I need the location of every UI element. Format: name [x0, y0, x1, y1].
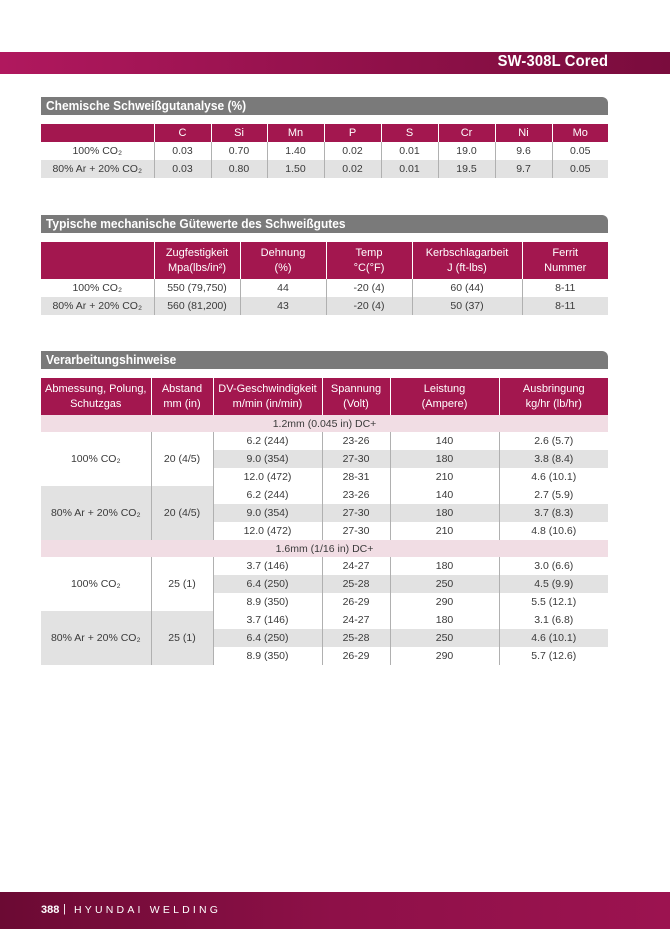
processing-table — [41, 378, 608, 665]
column-header — [322, 378, 390, 415]
page-number: 388 — [41, 904, 60, 916]
table-cell: 140 — [390, 486, 499, 504]
column-header — [41, 124, 154, 142]
column-header-line2: Nummer — [544, 261, 587, 274]
table-cell: 80% Ar + 20% CO₂ — [41, 297, 154, 315]
table-cell: 9.7 — [495, 160, 552, 178]
column-header-line2: kg/hr (lb/hr) — [525, 397, 582, 410]
column-header-line1: Leistung — [423, 382, 466, 395]
top-header-band — [0, 52, 670, 74]
shielding-gas-cell: 80% Ar + 20% CO₂ — [41, 486, 151, 540]
table-cell: 25-28 — [322, 629, 390, 647]
table-row — [41, 160, 608, 178]
column-header — [522, 242, 608, 279]
column-header-line1: Spannung — [330, 382, 382, 395]
table-cell: 9.6 — [495, 142, 552, 160]
column-header — [41, 378, 151, 415]
column-header-line2: (Volt) — [343, 397, 369, 410]
table-cell: 180 — [390, 450, 499, 468]
column-header-line2: °C(°F) — [353, 261, 385, 274]
table-cell: 19.0 — [438, 142, 495, 160]
table-cell: 0.02 — [324, 142, 381, 160]
table-cell: 26-29 — [322, 647, 390, 665]
table-row — [41, 279, 608, 297]
table-cell: 100% CO₂ — [41, 142, 154, 160]
table-cell: 100% CO₂ — [41, 279, 154, 297]
table-cell: 180 — [390, 611, 499, 629]
table-cell: -20 (4) — [326, 297, 412, 315]
table-cell: 4.8 (10.6) — [499, 522, 608, 540]
table-cell: 27-30 — [322, 522, 390, 540]
table-cell: 2.7 (5.9) — [499, 486, 608, 504]
group-row — [41, 540, 608, 557]
table-cell: 0.01 — [381, 160, 438, 178]
column-header — [240, 242, 326, 279]
table-cell: 24-27 — [322, 611, 390, 629]
column-header-line2: (Ampere) — [421, 397, 468, 410]
table-cell: 19.5 — [438, 160, 495, 178]
table-header-row — [41, 378, 608, 415]
column-header: Mn — [267, 124, 324, 142]
table-cell: 5.7 (12.6) — [499, 647, 608, 665]
table-cell: 250 — [390, 575, 499, 593]
table-cell: 3.1 (6.8) — [499, 611, 608, 629]
column-header-line1: Ferrit — [552, 246, 579, 259]
table-header-row — [41, 242, 608, 279]
group-row — [41, 415, 608, 432]
table-cell: 8-11 — [522, 297, 608, 315]
table-cell: 9.0 (354) — [213, 450, 322, 468]
table-row — [41, 611, 608, 629]
table-cell: 6.4 (250) — [213, 575, 322, 593]
footer-band — [0, 892, 670, 929]
table-cell: 0.80 — [211, 160, 267, 178]
column-header: Si — [211, 124, 267, 142]
column-header-line2: Mpa(lbs/in²) — [167, 261, 227, 274]
column-header-line1: Zugfestigkeit — [165, 246, 229, 259]
column-header-line1: Temp — [355, 246, 383, 259]
table-cell: -20 (4) — [326, 279, 412, 297]
table-cell: 0.01 — [381, 142, 438, 160]
table-cell: 0.02 — [324, 160, 381, 178]
table-cell: 0.70 — [211, 142, 267, 160]
table-row — [41, 297, 608, 315]
column-header — [213, 378, 322, 415]
table-cell: 0.03 — [154, 160, 211, 178]
table-cell: 23-26 — [322, 486, 390, 504]
table-cell: 3.7 (146) — [213, 557, 322, 575]
table-cell: 180 — [390, 557, 499, 575]
table-cell: 9.0 (354) — [213, 504, 322, 522]
table-cell: 43 — [240, 297, 326, 315]
table-cell: 27-30 — [322, 504, 390, 522]
column-header: Ni — [495, 124, 552, 142]
column-header: Mo — [552, 124, 608, 142]
column-header-line1: Dehnung — [260, 246, 306, 259]
table-cell: 290 — [390, 593, 499, 611]
section-bar-processing — [41, 351, 608, 369]
table-cell: 0.05 — [552, 142, 608, 160]
table-cell: 8.9 (350) — [213, 593, 322, 611]
column-header: Cr — [438, 124, 495, 142]
table-cell: 60 (44) — [412, 279, 522, 297]
column-header: S — [381, 124, 438, 142]
table-cell: 6.2 (244) — [213, 432, 322, 450]
table-cell: 560 (81,200) — [154, 297, 240, 315]
column-header — [412, 242, 522, 279]
table-cell: 12.0 (472) — [213, 468, 322, 486]
table-cell: 3.0 (6.6) — [499, 557, 608, 575]
table-header-row — [41, 124, 608, 142]
mechanical-properties-table — [41, 242, 608, 315]
table-cell: 8.9 (350) — [213, 647, 322, 665]
table-cell: 44 — [240, 279, 326, 297]
table-cell: 50 (37) — [412, 297, 522, 315]
group-label: 1.2mm (0.045 in) DC+ — [41, 415, 608, 432]
brand-name: HYUNDAI WELDING — [74, 904, 222, 916]
table-cell: 4.6 (10.1) — [499, 468, 608, 486]
table-cell: 2.6 (5.7) — [499, 432, 608, 450]
column-header-line1: DV-Geschwindigkeit — [218, 382, 317, 395]
footer-separator: | — [63, 903, 66, 915]
table-cell: 550 (79,750) — [154, 279, 240, 297]
table-cell: 28-31 — [322, 468, 390, 486]
shielding-gas-cell: 80% Ar + 20% CO₂ — [41, 611, 151, 665]
column-header — [151, 378, 213, 415]
column-header — [326, 242, 412, 279]
section-bar-chemical — [41, 97, 608, 115]
table-cell: 3.7 (8.3) — [499, 504, 608, 522]
table-cell: 24-27 — [322, 557, 390, 575]
product-title: SW-308L Cored — [497, 53, 608, 70]
table-row — [41, 486, 608, 504]
column-header — [154, 242, 240, 279]
table-cell: 1.50 — [267, 160, 324, 178]
table-cell: 5.5 (12.1) — [499, 593, 608, 611]
column-header-line2: mm (in) — [163, 397, 201, 410]
section-title-processing: Verarbeitungshinweise — [46, 352, 177, 367]
table-cell: 25-28 — [322, 575, 390, 593]
column-header-line2: m/min (in/min) — [232, 397, 303, 410]
table-cell: 8-11 — [522, 279, 608, 297]
chemical-analysis-table — [41, 124, 608, 178]
table-cell: 0.05 — [552, 160, 608, 178]
shielding-gas-cell: 100% CO₂ — [41, 557, 151, 611]
table-cell: 3.7 (146) — [213, 611, 322, 629]
column-header-line1: Ausbringung — [522, 382, 585, 395]
column-header: C — [154, 124, 211, 142]
column-header-line1: Kerbschlagarbeit — [425, 246, 509, 259]
table-cell: 140 — [390, 432, 499, 450]
table-cell: 180 — [390, 504, 499, 522]
column-header-line1: Abmessung, Polung, — [44, 382, 147, 395]
column-header-line2: Schutzgas — [70, 397, 122, 410]
table-cell: 210 — [390, 522, 499, 540]
column-header — [499, 378, 608, 415]
section-title-mechanical: Typische mechanische Gütewerte des Schweißgutes — [46, 216, 346, 231]
group-label: 1.6mm (1/16 in) DC+ — [41, 540, 608, 557]
distance-cell: 20 (4/5) — [151, 486, 213, 540]
column-header-line1: Abstand — [161, 382, 203, 395]
distance-cell: 20 (4/5) — [151, 432, 213, 486]
table-cell: 1.40 — [267, 142, 324, 160]
column-header: P — [324, 124, 381, 142]
table-cell: 27-30 — [322, 450, 390, 468]
table-cell: 6.2 (244) — [213, 486, 322, 504]
table-cell: 0.03 — [154, 142, 211, 160]
table-cell: 210 — [390, 468, 499, 486]
table-cell: 4.6 (10.1) — [499, 629, 608, 647]
shielding-gas-cell: 100% CO₂ — [41, 432, 151, 486]
table-cell: 250 — [390, 629, 499, 647]
table-cell: 23-26 — [322, 432, 390, 450]
column-header-line2: J (ft-lbs) — [447, 261, 487, 274]
distance-cell: 25 (1) — [151, 557, 213, 611]
column-header — [41, 242, 154, 279]
table-cell: 12.0 (472) — [213, 522, 322, 540]
table-cell: 80% Ar + 20% CO₂ — [41, 160, 154, 178]
table-row — [41, 142, 608, 160]
table-cell: 4.5 (9.9) — [499, 575, 608, 593]
column-header — [390, 378, 499, 415]
column-header-line2: (%) — [274, 261, 292, 274]
table-cell: 6.4 (250) — [213, 629, 322, 647]
table-row — [41, 432, 608, 450]
section-bar-mechanical — [41, 215, 608, 233]
distance-cell: 25 (1) — [151, 611, 213, 665]
section-title-chemical: Chemische Schweißgutanalyse (%) — [46, 98, 247, 113]
table-cell: 3.8 (8.4) — [499, 450, 608, 468]
table-cell: 26-29 — [322, 593, 390, 611]
table-row — [41, 557, 608, 575]
table-cell: 290 — [390, 647, 499, 665]
